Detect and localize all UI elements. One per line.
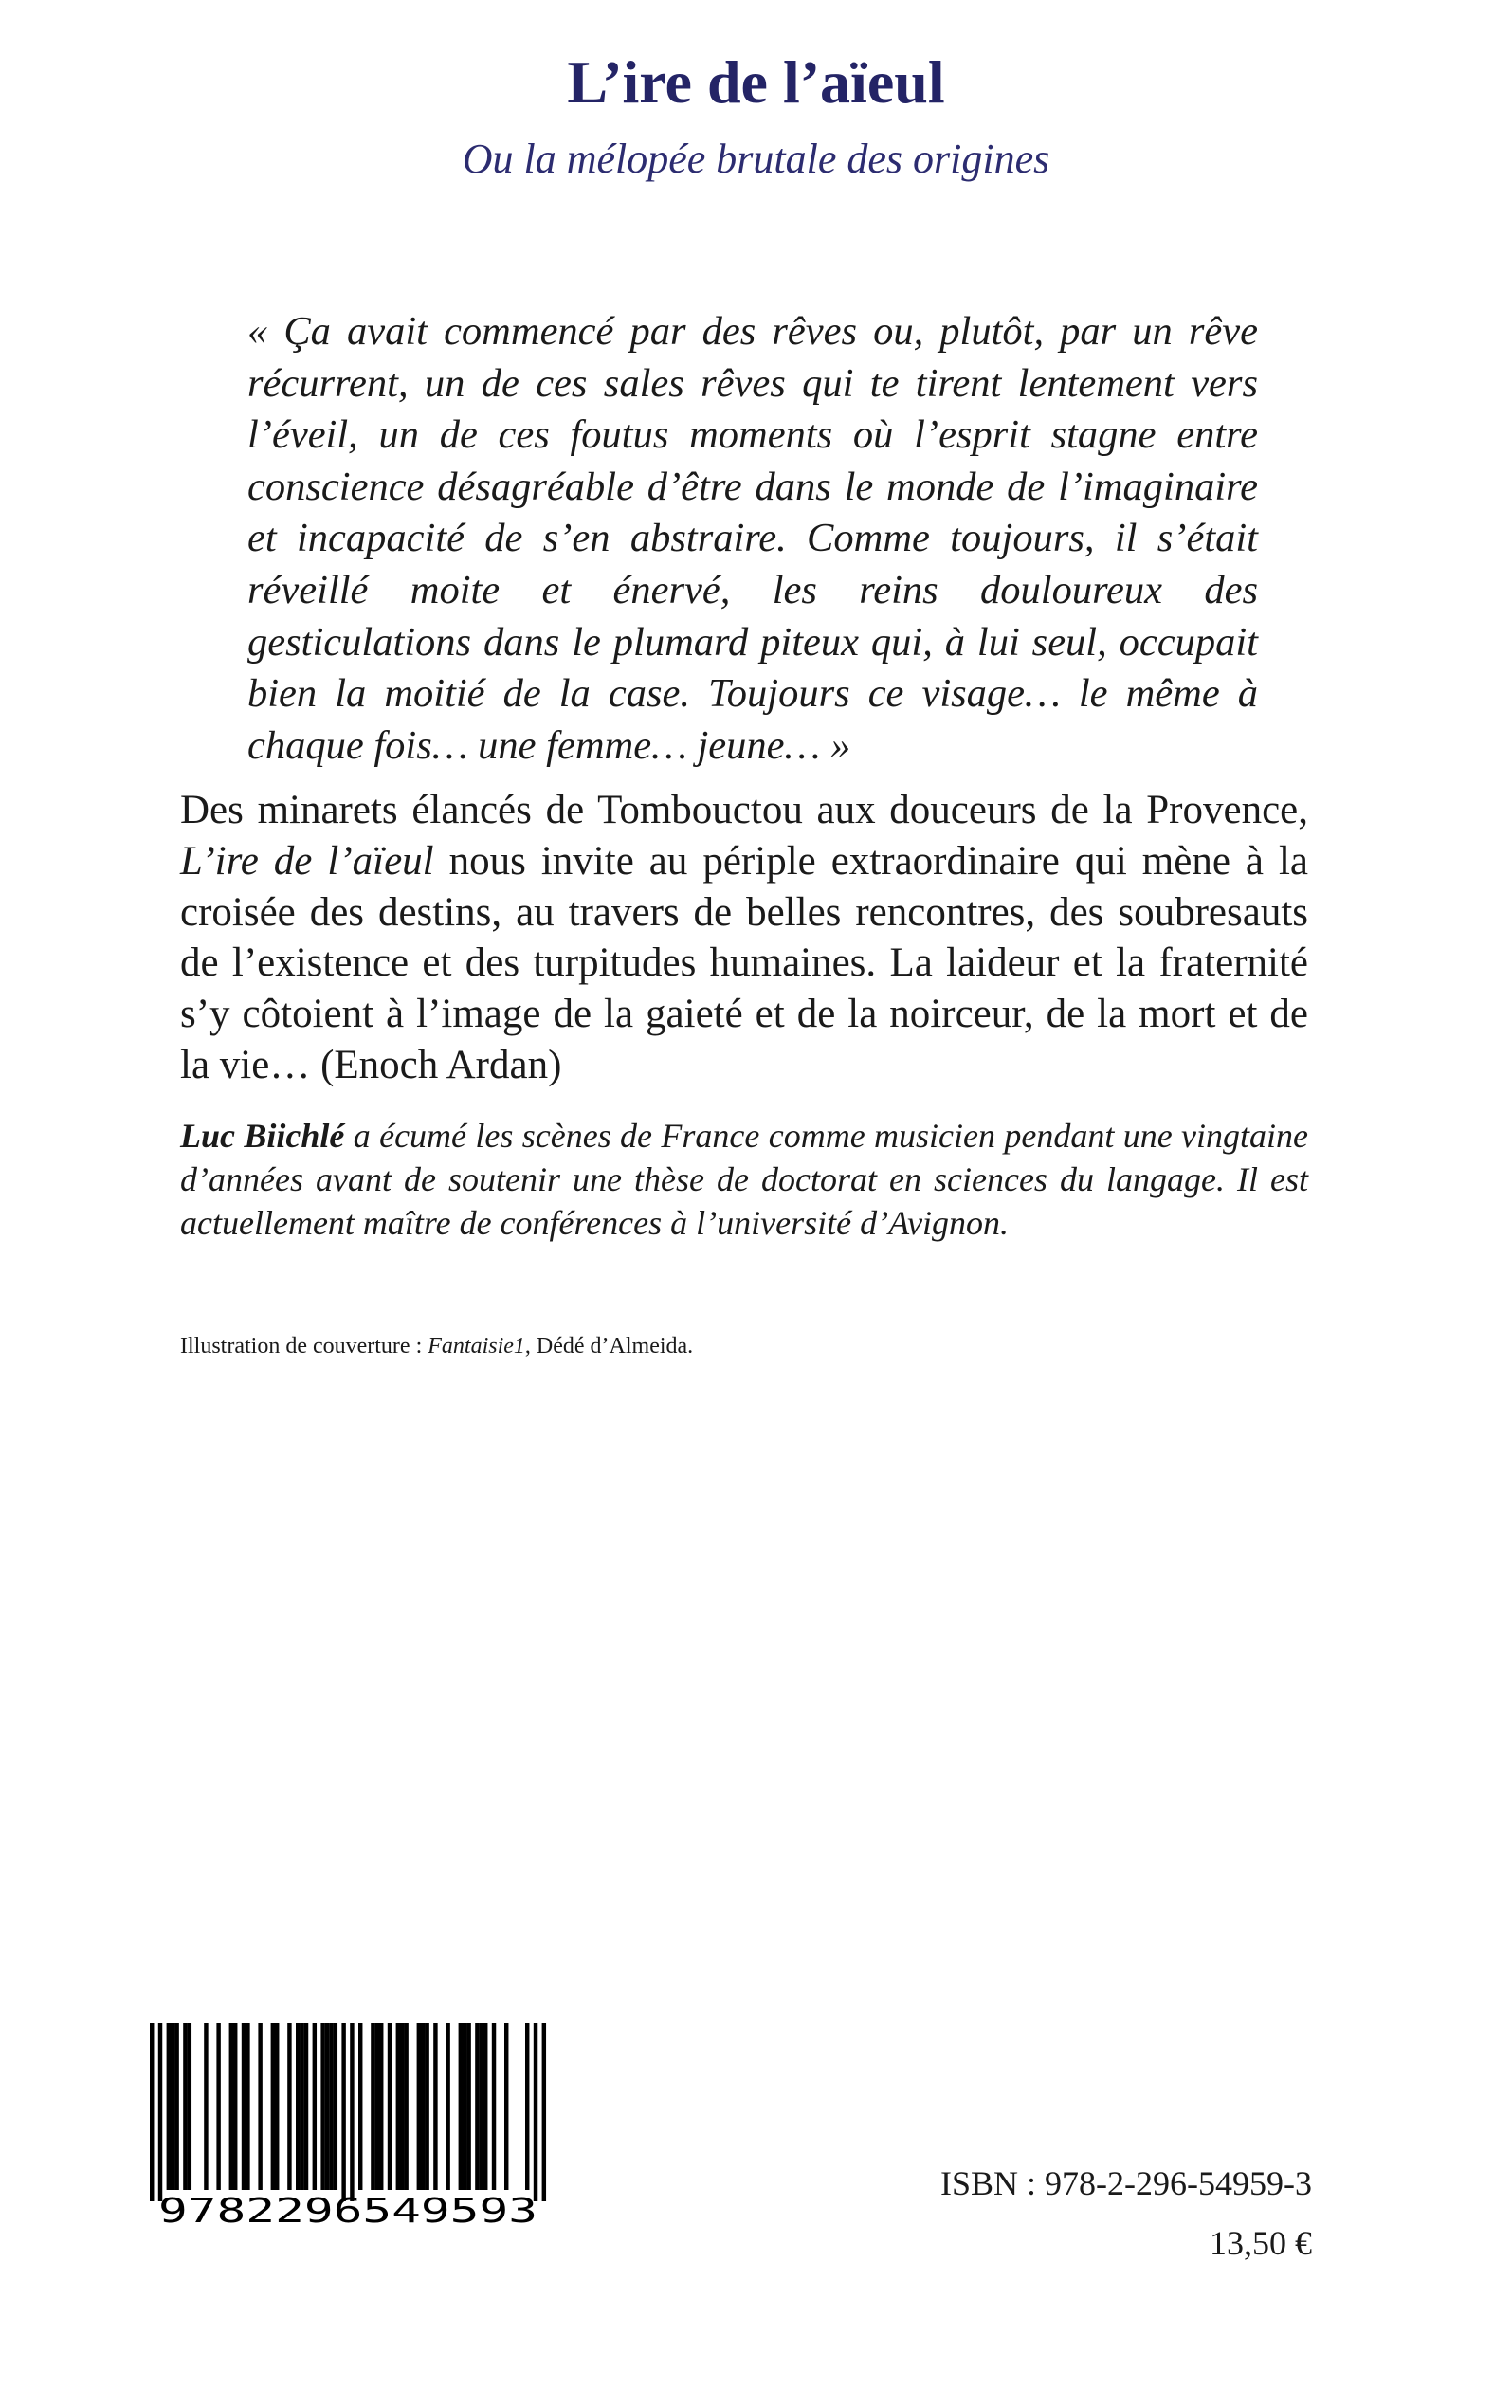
barcode-bar: [358, 2023, 362, 2190]
author-name: Luc Biichlé: [180, 1117, 345, 1155]
barcode-bar: [158, 2023, 162, 2201]
barcode-bar: [433, 2023, 437, 2190]
barcode-bars: [150, 2023, 546, 2201]
barcode-bar: [463, 2023, 466, 2190]
barcode-bar: [167, 2023, 171, 2190]
credit-label: Illustration de couverture :: [180, 1334, 423, 1359]
barcode: [140, 2023, 556, 2230]
barcode-bar: [300, 2023, 303, 2190]
barcode-bar: [313, 2023, 317, 2190]
barcode-bar: [425, 2023, 428, 2190]
barcode-bar: [492, 2023, 496, 2190]
barcode-bar: [296, 2023, 300, 2190]
barcode-bar: [304, 2023, 308, 2190]
barcode-bar: [466, 2023, 470, 2190]
barcode-bar: [371, 2023, 374, 2190]
excerpt-quote: « Ça avait commencé par des rêves ou, plutôt, par un rêve récurrent, un de ces sales rêves qui te tirent lentement vers l’éveil, un de ces foutus moments où l’esprit stagne entre conscience désagréable d’être dans le monde de l’imaginaire et incapacité de s’en abstraire. Comme toujours, il s’était réveillé moite et énervé, les reins douloureux des gesticulations dans le plumard piteux qui, à lui seul, occupait bien la moitié de la case. Toujours ce visage… le même à chaque fois… une femme… jeune… »: [247, 309, 1258, 768]
barcode-bar: [504, 2023, 508, 2190]
author-bio-text: a écumé les scènes de France comme musicien pendant une vingtaine d’années avant de soutenir une thèse de doctorat en sciences du langage. Il est actuellement maître de conférences à l’université d’Avignon.: [180, 1117, 1308, 1242]
synopsis-body: nous invite au périple extraordinaire qui mène à la croisée des destins, au travers de belles rencontres, des soubresauts de l’existence et des turpitudes humaines. La laideur et la fraternité s’y côtoient à l’image de la gaieté et de la noirceur, de la mort et de la vie… (Enoch Ardan): [180, 838, 1309, 1087]
barcode-bar: [246, 2023, 249, 2190]
synopsis: [180, 785, 1308, 1091]
barcode-bar: [475, 2023, 479, 2190]
barcode-bar: [534, 2023, 537, 2201]
barcode-bar: [400, 2023, 404, 2190]
book-title: L’ire de l’aïeul: [567, 48, 945, 116]
book-subtitle: Ou la mélopée brutale des origines: [462, 136, 1050, 182]
barcode-bar: [388, 2023, 392, 2190]
barcode-bar: [150, 2023, 154, 2201]
barcode-bar: [287, 2023, 291, 2190]
barcode-bar: [483, 2023, 487, 2190]
barcode-bar: [325, 2023, 329, 2190]
barcode-bar: [350, 2023, 354, 2201]
barcode-bar: [183, 2023, 187, 2190]
synopsis-intro: Des minarets élancés de Tombouctou aux douceurs de la Provence,: [180, 788, 1308, 832]
barcode-bar: [229, 2023, 233, 2190]
cover-illustration-credit: Illustration de couverture : Fantaisie1, Dédé d’Almeida.: [180, 1334, 694, 1359]
barcode-bar: [480, 2023, 483, 2190]
barcode-bar: [341, 2023, 345, 2201]
barcode-bar: [404, 2023, 408, 2190]
barcode-bar: [417, 2023, 421, 2190]
isbn: ISBN : 978-2-296-54959-3: [940, 2164, 1312, 2202]
barcode-bar: [459, 2023, 463, 2190]
barcode-bar: [171, 2023, 174, 2190]
barcode-bar: [375, 2023, 379, 2190]
barcode-bar: [174, 2023, 178, 2190]
author-bio: [180, 1114, 1308, 1245]
barcode-bar: [542, 2023, 546, 2201]
barcode-bar: [242, 2023, 246, 2190]
barcode-bar: [446, 2023, 449, 2190]
credit-artist: Dédé d’Almeida.: [536, 1334, 694, 1359]
barcode-bar: [188, 2023, 191, 2190]
price: 13,50 €: [1210, 2224, 1312, 2262]
barcode-bar: [271, 2023, 275, 2190]
barcode-bar: [258, 2023, 262, 2190]
synopsis-book-title: L’ire de l’aïeul: [180, 838, 434, 884]
barcode-bar: [233, 2023, 237, 2190]
barcode-number: 9782296549593: [158, 2192, 537, 2230]
barcode-bar: [379, 2023, 383, 2190]
barcode-bar: [204, 2023, 208, 2190]
credit-work: Fantaisie1: [428, 1334, 525, 1359]
barcode-bar: [320, 2023, 324, 2190]
barcode-bar: [525, 2023, 529, 2190]
barcode-bar: [421, 2023, 425, 2190]
barcode-bar: [329, 2023, 333, 2190]
barcode-bar: [334, 2023, 337, 2190]
barcode-bar: [275, 2023, 279, 2190]
barcode-bar: [396, 2023, 400, 2190]
barcode-bar: [216, 2023, 220, 2190]
